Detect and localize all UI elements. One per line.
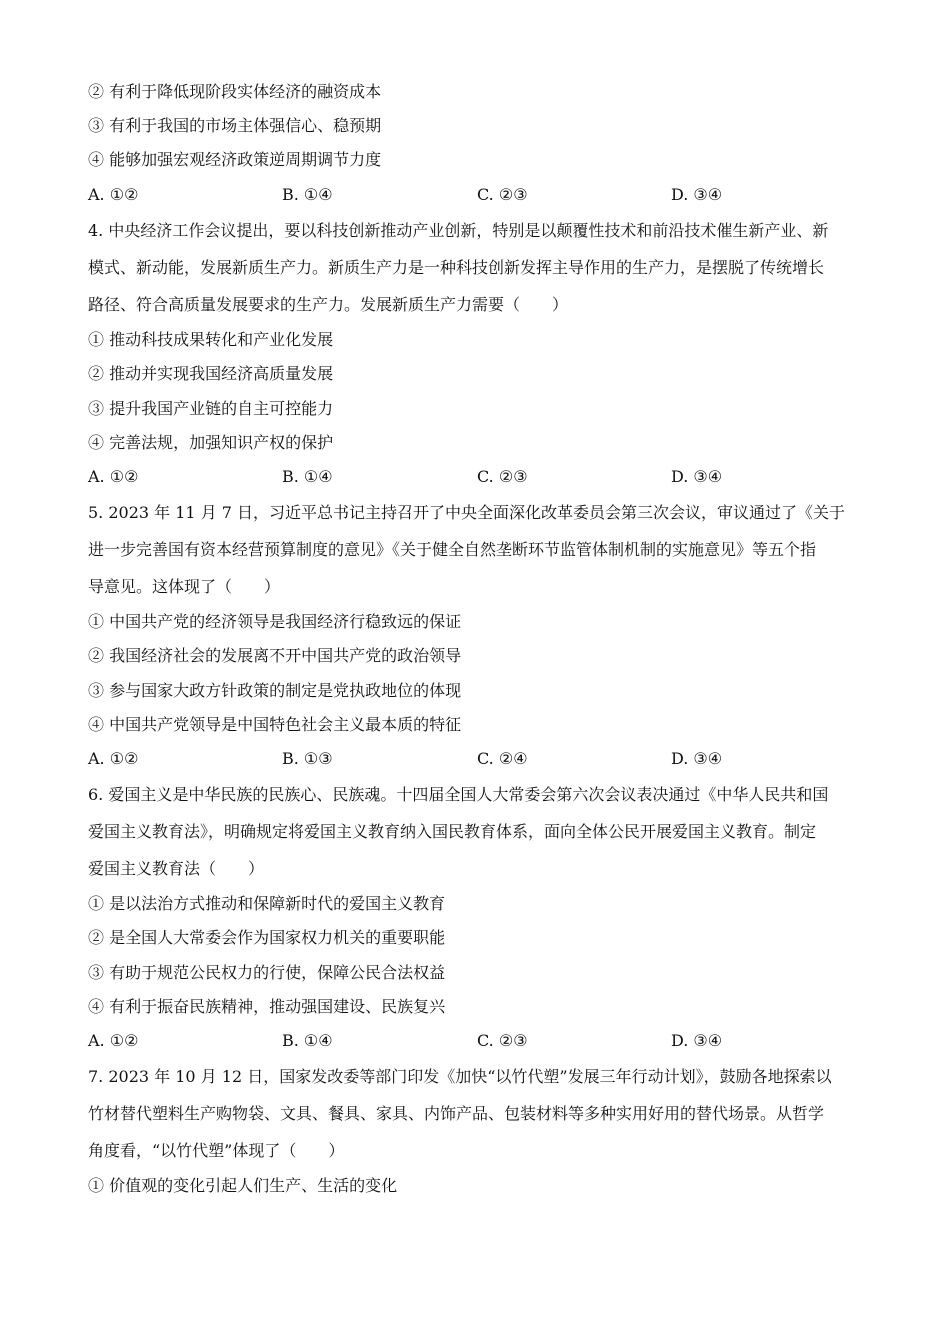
q6-option-1: ① 是以法治方式推动和保障新时代的爱国主义教育 <box>88 894 446 913</box>
q6-choice-d[interactable]: D. ③④ <box>671 1031 723 1050</box>
q5-stem-line-3: 导意见。这体现了（ ） <box>88 577 281 596</box>
q6-stem-line-3: 爱国主义教育法（ ） <box>88 859 265 878</box>
q5-choice-b[interactable]: B. ①③ <box>282 749 333 768</box>
q6-choice-b[interactable]: B. ①④ <box>282 1031 333 1050</box>
q3-choice-b[interactable]: B. ①④ <box>282 185 333 204</box>
q4-choice-a[interactable]: A. ①② <box>88 467 139 486</box>
q3-option-2: ② 有利于降低现阶段实体经济的融资成本 <box>88 82 382 101</box>
q7-stem-line-3: 角度看，“以竹代塑”体现了（ ） <box>88 1141 345 1160</box>
q7-stem-line-1: 7. 2023 年 10 月 12 日，国家发改委等部门印发《加快“以竹代塑”发展三年行动计划》，鼓励各地探索以 <box>88 1067 832 1086</box>
q5-choice-c[interactable]: C. ②④ <box>477 749 528 768</box>
q7-option-1: ① 价值观的变化引起人们生产、生活的变化 <box>88 1176 398 1195</box>
q6-stem-line-1: 6. 爱国主义是中华民族的民族心、民族魂。十四届全国人大常委会第六次会议表决通过《中华人民共和国 <box>88 785 829 804</box>
q3-choice-a[interactable]: A. ①② <box>88 185 139 204</box>
q4-option-3: ③ 提升我国产业链的自主可控能力 <box>88 399 334 418</box>
q3-choice-d[interactable]: D. ③④ <box>671 185 723 204</box>
q5-choice-a[interactable]: A. ①② <box>88 749 139 768</box>
q4-stem-line-3: 路径、符合高质量发展要求的生产力。发展新质生产力需要（ ） <box>88 295 569 314</box>
q6-option-4: ④ 有利于振奋民族精神，推动强国建设、民族复兴 <box>88 997 446 1016</box>
q5-answer-choices <box>88 749 868 769</box>
q5-option-3: ③ 参与国家大政方针政策的制定是党执政地位的体现 <box>88 681 462 700</box>
q4-stem-line-1: 4. 中央经济工作会议提出，要以科技创新推动产业创新，特别是以颠覆性技术和前沿技术催生新产业、新 <box>88 221 829 240</box>
q6-choice-c[interactable]: C. ②③ <box>477 1031 528 1050</box>
q3-choice-c[interactable]: C. ②③ <box>477 185 528 204</box>
q6-stem-line-2: 爱国主义教育法》，明确规定将爱国主义教育纳入国民教育体系，面向全体公民开展爱国主义教育。制定 <box>88 822 817 841</box>
q5-option-1: ① 中国共产党的经济领导是我国经济行稳致远的保证 <box>88 612 462 631</box>
q6-answer-choices <box>88 1031 868 1051</box>
q6-option-3: ③ 有助于规范公民权力的行使，保障公民合法权益 <box>88 963 446 982</box>
q7-stem-line-2: 竹材替代塑料生产购物袋、文具、餐具、家具、内饰产品、包装材料等多种实用好用的替代场景。从哲学 <box>88 1104 825 1123</box>
q4-answer-choices <box>88 467 868 487</box>
q4-choice-c[interactable]: C. ②③ <box>477 467 528 486</box>
q6-choice-a[interactable]: A. ①② <box>88 1031 139 1050</box>
q5-option-2: ② 我国经济社会的发展离不开中国共产党的政治领导 <box>88 646 462 665</box>
q4-choice-b[interactable]: B. ①④ <box>282 467 333 486</box>
q4-option-4: ④ 完善法规，加强知识产权的保护 <box>88 433 334 452</box>
q4-option-1: ① 推动科技成果转化和产业化发展 <box>88 330 334 349</box>
q4-stem-line-2: 模式、新动能，发展新质生产力。新质生产力是一种科技创新发挥主导作用的生产力，是摆脱了传统增长 <box>88 258 825 277</box>
q3-option-4: ④ 能够加强宏观经济政策逆周期调节力度 <box>88 150 382 169</box>
q3-answer-choices <box>88 185 868 205</box>
q5-option-4: ④ 中国共产党领导是中国特色社会主义最本质的特征 <box>88 715 462 734</box>
q6-option-2: ② 是全国人大常委会作为国家权力机关的重要职能 <box>88 928 446 947</box>
q5-stem-line-2: 进一步完善国有资本经营预算制度的意见》《关于健全自然垄断环节监管体制机制的实施意见》等五个指 <box>88 540 817 559</box>
q4-choice-d[interactable]: D. ③④ <box>671 467 723 486</box>
q4-option-2: ② 推动并实现我国经济高质量发展 <box>88 364 334 383</box>
q3-option-3: ③ 有利于我国的市场主体强信心、稳预期 <box>88 116 382 135</box>
q5-stem-line-1: 5. 2023 年 11 月 7 日，习近平总书记主持召开了中央全面深化改革委员会第三次会议，审议通过了《关于 <box>88 503 846 522</box>
q5-choice-d[interactable]: D. ③④ <box>671 749 723 768</box>
